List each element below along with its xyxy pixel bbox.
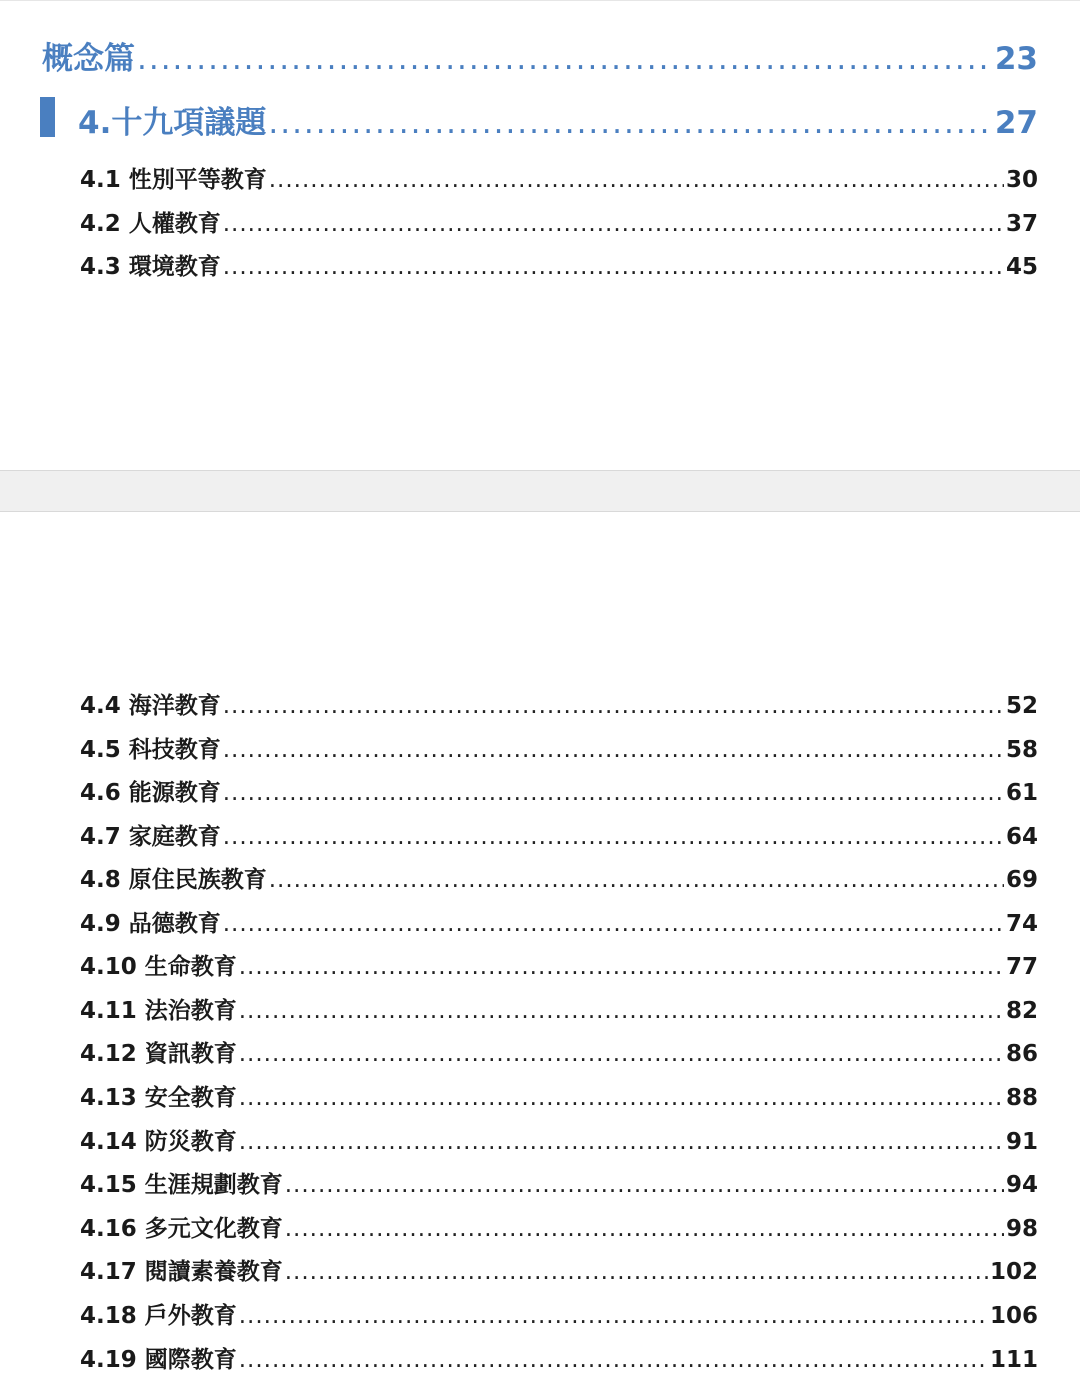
toc-entry[interactable] xyxy=(80,774,1038,807)
toc-entry-number: 4.8 xyxy=(80,867,121,893)
toc-leader xyxy=(268,105,993,141)
toc-entry-number: 4.2 xyxy=(80,211,121,237)
toc-entry[interactable] xyxy=(80,905,1038,938)
toc-entry-page: 74 xyxy=(1005,911,1038,937)
toc-entry-page: 91 xyxy=(1005,1129,1038,1155)
toc-entry-number: 4.14 xyxy=(80,1129,137,1155)
toc-leader xyxy=(223,911,1004,937)
toc-leader xyxy=(239,954,1004,980)
toc-entry[interactable] xyxy=(80,1166,1038,1199)
toc-leader xyxy=(239,1347,988,1373)
toc-entry-number: 4.13 xyxy=(80,1085,137,1111)
toc-entry[interactable] xyxy=(80,687,1038,720)
toc-entry[interactable] xyxy=(80,948,1038,981)
toc-chapter-page: 27 xyxy=(994,105,1038,141)
toc-entry-title: 科技教育 xyxy=(128,737,221,763)
toc-entry-number: 4.17 xyxy=(80,1259,137,1285)
toc-section-page: 23 xyxy=(994,41,1038,77)
toc-entry-page: 52 xyxy=(1005,693,1038,719)
toc-leader xyxy=(239,1085,1004,1111)
toc-entry-number: 4.15 xyxy=(80,1172,137,1198)
toc-entry-title: 國際教育 xyxy=(144,1347,237,1373)
toc-chapter-4[interactable] xyxy=(78,97,1038,142)
toc-entry-title: 海洋教育 xyxy=(128,693,221,719)
toc-entry[interactable] xyxy=(80,1035,1038,1068)
toc-entry-page: 69 xyxy=(1005,867,1038,893)
toc-entry[interactable] xyxy=(80,1253,1038,1286)
toc-entry-title: 人權教育 xyxy=(128,211,221,237)
toc-entry-number: 4.18 xyxy=(80,1303,137,1329)
toc-entry-title: 性別平等教育 xyxy=(128,167,267,193)
toc-entry-title: 法治教育 xyxy=(144,998,237,1024)
toc-entry[interactable] xyxy=(80,731,1038,764)
toc-entry[interactable] xyxy=(80,818,1038,851)
chapter-marker-bar xyxy=(40,97,55,137)
toc-page-2 xyxy=(0,512,1080,1395)
toc-entry-title: 安全教育 xyxy=(144,1085,237,1111)
toc-entry-number: 4.5 xyxy=(80,737,121,763)
toc-leader xyxy=(269,867,1004,893)
toc-chapter-label: 4.十九項議題 xyxy=(78,105,267,141)
toc-entry[interactable] xyxy=(80,992,1038,1025)
toc-leader xyxy=(269,167,1004,193)
toc-entry-page: 102 xyxy=(989,1259,1038,1285)
toc-entry-number: 4.12 xyxy=(80,1041,137,1067)
toc-entry[interactable] xyxy=(80,205,1038,238)
toc-entry-page: 61 xyxy=(1005,780,1038,806)
toc-leader xyxy=(223,824,1004,850)
toc-entry-number: 4.19 xyxy=(80,1347,137,1373)
toc-entry-title: 原住民族教育 xyxy=(128,867,267,893)
toc-page-1 xyxy=(0,0,1080,470)
toc-entry-number: 4.10 xyxy=(80,954,137,980)
toc-leader xyxy=(285,1172,1004,1198)
toc-entry[interactable] xyxy=(80,248,1038,281)
toc-section-concept[interactable] xyxy=(42,33,1038,78)
toc-entry[interactable] xyxy=(80,1210,1038,1243)
toc-leader xyxy=(223,693,1004,719)
toc-entry-page: 37 xyxy=(1005,211,1038,237)
toc-entry-page: 58 xyxy=(1005,737,1038,763)
toc-entry-title: 生命教育 xyxy=(144,954,237,980)
toc-entry-number: 4.11 xyxy=(80,998,137,1024)
toc-leader xyxy=(239,1041,1004,1067)
toc-entry-page: 94 xyxy=(1005,1172,1038,1198)
toc-entry-number: 4.3 xyxy=(80,254,121,280)
toc-entry-title: 家庭教育 xyxy=(128,824,221,850)
toc-entry-number: 4.7 xyxy=(80,824,121,850)
toc-entry-title: 戶外教育 xyxy=(144,1303,237,1329)
toc-entry-title: 閱讀素養教育 xyxy=(144,1259,283,1285)
toc-entry-page: 98 xyxy=(1005,1216,1038,1242)
toc-entry-number: 4.1 xyxy=(80,167,121,193)
toc-entry-page: 111 xyxy=(989,1347,1038,1373)
toc-entry-page: 106 xyxy=(989,1303,1038,1329)
toc-leader xyxy=(223,780,1004,806)
toc-entry-number: 4.4 xyxy=(80,693,121,719)
toc-entry-page: 86 xyxy=(1005,1041,1038,1067)
toc-entry[interactable] xyxy=(80,861,1038,894)
toc-entry-number: 4.9 xyxy=(80,911,121,937)
toc-leader xyxy=(285,1216,1004,1242)
toc-entry-page: 77 xyxy=(1005,954,1038,980)
toc-entry-title: 資訊教育 xyxy=(144,1041,237,1067)
toc-entry-page: 82 xyxy=(1005,998,1038,1024)
toc-leader xyxy=(223,254,1004,280)
toc-leader xyxy=(239,1303,988,1329)
toc-entry[interactable] xyxy=(80,1079,1038,1112)
toc-section-label: 概念篇 xyxy=(42,41,135,77)
toc-entry-title: 生涯規劃教育 xyxy=(144,1172,283,1198)
toc-entry-page: 30 xyxy=(1005,167,1038,193)
toc-entry[interactable] xyxy=(80,1123,1038,1156)
toc-entry-page: 64 xyxy=(1005,824,1038,850)
toc-entry-title: 多元文化教育 xyxy=(144,1216,283,1242)
toc-entry[interactable] xyxy=(80,1341,1038,1374)
toc-entry-number: 4.6 xyxy=(80,780,121,806)
toc-leader xyxy=(223,211,1004,237)
toc-entry-title: 環境教育 xyxy=(128,254,221,280)
toc-entry-page: 88 xyxy=(1005,1085,1038,1111)
toc-leader xyxy=(239,998,1004,1024)
toc-entry-title: 防災教育 xyxy=(144,1129,237,1155)
toc-leader xyxy=(239,1129,1004,1155)
toc-entry-title: 能源教育 xyxy=(128,780,221,806)
toc-entry[interactable] xyxy=(80,1297,1038,1330)
toc-entry-number: 4.16 xyxy=(80,1216,137,1242)
toc-leader xyxy=(285,1259,988,1285)
toc-leader xyxy=(223,737,1004,763)
page-separator xyxy=(0,470,1080,512)
toc-entry-title: 品德教育 xyxy=(128,911,221,937)
toc-entry[interactable] xyxy=(80,161,1038,194)
toc-entry-page: 45 xyxy=(1005,254,1038,280)
toc-leader xyxy=(137,41,993,77)
